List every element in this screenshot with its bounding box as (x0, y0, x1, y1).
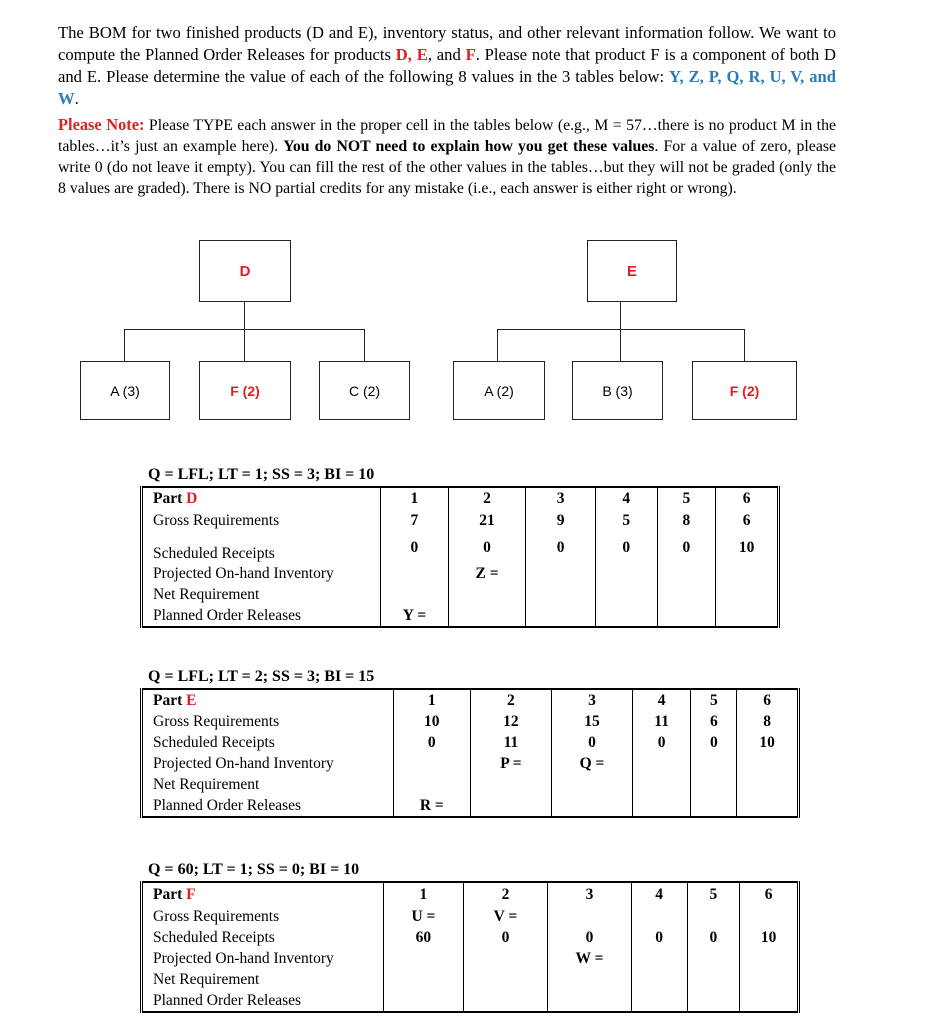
period-cell: 2 (448, 487, 526, 509)
value-cell: 10 (740, 927, 799, 948)
value-cell (657, 605, 716, 627)
table-d (140, 486, 780, 628)
value-cell: 0 (381, 533, 449, 563)
comma: , (407, 45, 412, 64)
note-text-1: Please TYPE each answer in the proper cell in the tables below (e.g., M = 57…there is no product M in the tables…it’s just an example here). (58, 117, 836, 155)
value-cell: 7 (381, 509, 449, 533)
value-cell (381, 584, 449, 605)
value-cell (716, 605, 779, 627)
table-row (142, 584, 779, 605)
value-cell: 10 (394, 711, 471, 732)
period-cell: 6 (716, 487, 779, 509)
bom-node-f2-under-e: F (2) (692, 361, 797, 420)
value-cell (657, 563, 716, 584)
product-d-ref: D (395, 45, 408, 64)
value-cell (384, 948, 464, 969)
table-f-header-row (142, 882, 799, 906)
table-row (142, 795, 799, 817)
value-cell (631, 990, 687, 1012)
value-cell: 0 (632, 732, 691, 753)
bom-node-f2-under-d: F (2) (199, 361, 291, 420)
value-cell (463, 990, 548, 1012)
value-cell (631, 969, 687, 990)
bom-connector (620, 301, 621, 330)
answer-variables: Y, Z, P, Q, R, U, V, and W (58, 67, 836, 108)
bom-connector (244, 329, 245, 361)
period-cell: 4 (595, 487, 657, 509)
row-label: Gross Requirements (142, 509, 381, 533)
row-label: Net Requirement (142, 584, 381, 605)
period-cell: 1 (394, 689, 471, 711)
period-cell: 5 (691, 689, 737, 711)
period-mark: . (74, 89, 79, 108)
value-cell (691, 774, 737, 795)
value-cell (394, 774, 471, 795)
table-e-params: Q = LFL; LT = 2; SS = 3; BI = 15 (148, 668, 375, 685)
value-cell (384, 990, 464, 1012)
value-cell (595, 563, 657, 584)
table-row (142, 533, 779, 563)
table-e (140, 688, 800, 818)
value-cell (448, 605, 526, 627)
value-cell: 60 (384, 927, 464, 948)
period-cell: 6 (737, 689, 799, 711)
value-cell (737, 753, 799, 774)
row-label: Planned Order Releases (142, 990, 384, 1012)
row-label: Projected On-hand Inventory (142, 563, 381, 584)
value-cell: 15 (552, 711, 633, 732)
bom-connector (744, 329, 745, 361)
period-cell: 3 (548, 882, 632, 906)
value-cell (394, 753, 471, 774)
period-cell: 1 (381, 487, 449, 509)
table-row (142, 753, 799, 774)
bom-connector (497, 329, 498, 361)
period-cell: 4 (631, 882, 687, 906)
value-cell (526, 605, 596, 627)
row-label: Gross Requirements (142, 711, 394, 732)
table-d-header-row (142, 487, 779, 509)
value-cell (687, 969, 740, 990)
value-cell: 21 (448, 509, 526, 533)
value-cell (740, 969, 799, 990)
value-cell (526, 584, 596, 605)
row-label: Scheduled Receipts (142, 927, 384, 948)
value-cell (526, 563, 596, 584)
period-cell: 3 (552, 689, 633, 711)
bom-node-a3: A (3) (80, 361, 170, 420)
value-cell: 0 (691, 732, 737, 753)
row-label: Net Requirement (142, 969, 384, 990)
value-cell: 11 (632, 711, 691, 732)
bom-node-a2: A (2) (453, 361, 545, 420)
table-f-params: Q = 60; LT = 1; SS = 0; BI = 10 (148, 861, 360, 878)
value-cell (552, 795, 633, 817)
value-cell (740, 906, 799, 927)
note-label: Please Note: (58, 115, 145, 134)
value-cell: 0 (463, 927, 548, 948)
value-cell (716, 584, 779, 605)
value-cell (448, 584, 526, 605)
value-cell (548, 990, 632, 1012)
bom-node-d: D (199, 240, 291, 302)
intro-text-1: The BOM for two finished products (D and E), inventory status, and other relevant information follow. We want to compute the Planned Order Releases for products (58, 23, 836, 64)
table-row (142, 969, 799, 990)
value-cell: 8 (737, 711, 799, 732)
part-name-e: E (186, 691, 197, 709)
value-cell: 10 (737, 732, 799, 753)
value-cell: 0 (526, 533, 596, 563)
answer-cell-r[interactable]: R = (394, 795, 471, 817)
bom-connector (497, 329, 745, 330)
value-cell (470, 795, 552, 817)
row-label: Scheduled Receipts (142, 732, 394, 753)
period-cell: 2 (463, 882, 548, 906)
value-cell (470, 774, 552, 795)
bom-node-b3: B (3) (572, 361, 663, 420)
answer-cell-y[interactable]: Y = (381, 605, 449, 627)
value-cell (381, 563, 449, 584)
value-cell: 0 (631, 927, 687, 948)
intro-text-2: . Please note that product F is a component of both D and E. Please determine the value of each of the following 8 values in the 3 tables below: (58, 45, 836, 86)
value-cell (463, 969, 548, 990)
table-row (142, 906, 799, 927)
value-cell: 10 (716, 533, 779, 563)
product-e-ref: E (416, 45, 428, 64)
bom-node-e: E (587, 240, 677, 302)
value-cell: 6 (691, 711, 737, 732)
table-row (142, 711, 799, 732)
part-label: Part (153, 489, 187, 507)
table-row (142, 990, 799, 1012)
part-label: Part (153, 885, 187, 903)
part-name-f: F (186, 885, 196, 903)
bom-connector (620, 329, 621, 361)
row-label: Planned Order Releases (142, 795, 394, 817)
value-cell: 5 (595, 509, 657, 533)
value-cell (632, 795, 691, 817)
answer-cell-p[interactable]: P = (470, 753, 552, 774)
value-cell: 12 (470, 711, 552, 732)
value-cell (595, 584, 657, 605)
row-label: Net Requirement (142, 774, 394, 795)
value-cell (632, 774, 691, 795)
period-cell: 2 (470, 689, 552, 711)
value-cell (631, 948, 687, 969)
value-cell (548, 906, 632, 927)
answer-cell-w[interactable]: W = (548, 948, 632, 969)
table-row (142, 927, 799, 948)
value-cell: 0 (448, 533, 526, 563)
value-cell (737, 774, 799, 795)
value-cell (691, 795, 737, 817)
period-cell: 6 (740, 882, 799, 906)
value-cell (740, 948, 799, 969)
answer-cell-z[interactable]: Z = (448, 563, 526, 584)
row-label: Projected On-hand Inventory (142, 948, 384, 969)
table-row (142, 948, 799, 969)
note-bold-text: You do NOT need to explain how you get these values (283, 138, 655, 155)
part-label-cell (142, 882, 384, 906)
answer-cell-u[interactable]: U = (384, 906, 464, 927)
note-text-2: . For a value of zero, please write 0 (do not leave it empty). You can fill the rest of the other values in the tables…but they will not be graded (only the 8 values are graded). There is NO partial credits for any mistake (i.e., each answer is either right or wrong). (58, 138, 836, 197)
table-row (142, 509, 779, 533)
bom-connector (364, 329, 365, 361)
product-f-ref: F (465, 45, 476, 64)
table-f (140, 881, 800, 1013)
value-cell: 0 (394, 732, 471, 753)
answer-cell-v[interactable]: V = (463, 906, 548, 927)
value-cell (657, 584, 716, 605)
value-cell (740, 990, 799, 1012)
value-cell (595, 605, 657, 627)
table-row (142, 774, 799, 795)
value-cell (737, 795, 799, 817)
period-cell: 5 (657, 487, 716, 509)
table-e-header-row (142, 689, 799, 711)
table-row (142, 563, 779, 584)
row-label: Projected On-hand Inventory (142, 753, 394, 774)
bom-connector (244, 301, 245, 330)
and-word: , and (427, 45, 461, 64)
value-cell: 0 (595, 533, 657, 563)
period-cell: 3 (526, 487, 596, 509)
period-cell: 1 (384, 882, 464, 906)
value-cell: 0 (552, 732, 633, 753)
part-label: Part (153, 691, 187, 709)
value-cell: 9 (526, 509, 596, 533)
bom-connector (124, 329, 125, 361)
value-cell (691, 753, 737, 774)
value-cell: 6 (716, 509, 779, 533)
table-d-params: Q = LFL; LT = 1; SS = 3; BI = 10 (148, 466, 375, 483)
value-cell: 11 (470, 732, 552, 753)
value-cell (716, 563, 779, 584)
table-row (142, 732, 799, 753)
value-cell (687, 948, 740, 969)
value-cell: 0 (687, 927, 740, 948)
table-row (142, 605, 779, 627)
value-cell: 0 (548, 927, 632, 948)
value-cell (548, 969, 632, 990)
value-cell (632, 753, 691, 774)
part-name-d: D (186, 489, 198, 507)
part-label-cell (142, 487, 381, 509)
bom-node-c2: C (2) (319, 361, 410, 420)
value-cell (687, 906, 740, 927)
value-cell (463, 948, 548, 969)
row-label: Planned Order Releases (142, 605, 381, 627)
value-cell: 0 (657, 533, 716, 563)
value-cell (384, 969, 464, 990)
bom-diagram (0, 0, 932, 440)
period-cell: 5 (687, 882, 740, 906)
answer-cell-q[interactable]: Q = (552, 753, 633, 774)
value-cell: 8 (657, 509, 716, 533)
period-cell: 4 (632, 689, 691, 711)
value-cell (552, 774, 633, 795)
value-cell (631, 906, 687, 927)
row-label: Gross Requirements (142, 906, 384, 927)
value-cell (687, 990, 740, 1012)
part-label-cell (142, 689, 394, 711)
row-label: Scheduled Receipts (142, 533, 381, 563)
